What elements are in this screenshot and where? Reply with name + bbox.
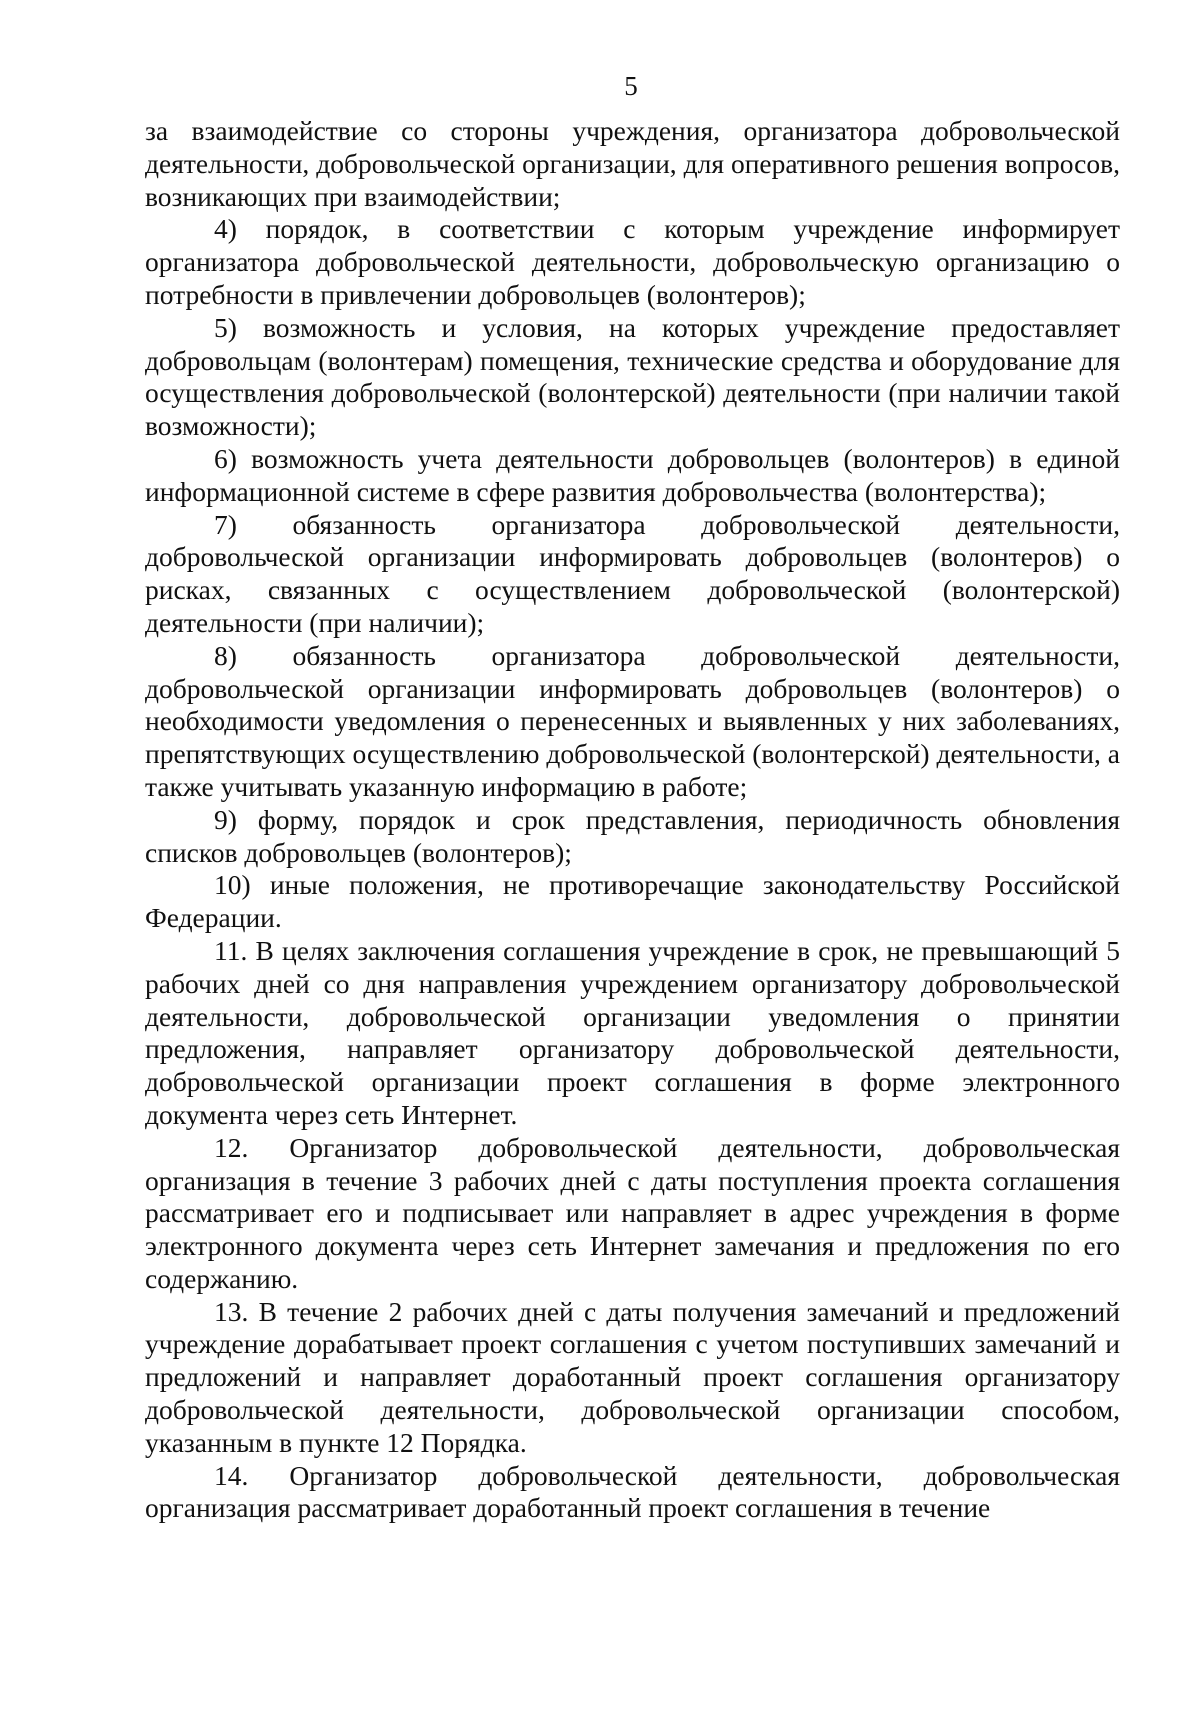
paragraph-item-8: 8) обязанность организатора добровольческой деятельности, добровольческой организации информировать добровольцев (волонтеров) о необходимости уведомления о перенесенных и выявленных у них заболеваниях, препятствующих осуществлению добровольческой (волонтерской) деятельности, а также учитывать указанную информацию в работе; [145,639,1120,802]
paragraph-item-9: 9) форму, порядок и срок представления, периодичность обновления списков добровольцев (волонтеров); [145,803,1120,868]
paragraph-continued: за взаимодействие со стороны учреждения, организатора добровольческой деятельности, добровольческой организации, для оперативного решения вопросов, возникающих при взаимодействии; [145,115,1120,212]
page-number: 5 [624,71,638,101]
paragraph-clause-12: 12. Организатор добровольческой деятельности, добровольческая организация в течение 3 рабочих дней с даты поступления проекта соглашения рассматривает его и подписывает или направляет в адрес учреждения в форме электронного документа через сеть Интернет замечания и предложения по его содержанию. [145,1131,1120,1294]
paragraph-item-10: 10) иные положения, не противоречащие законодательству Российской Федерации. [145,869,1120,934]
paragraph-clause-11: 11. В целях заключения соглашения учреждение в срок, не превышающий 5 рабочих дней со дня направления учреждением организатору добровольческой деятельности, добровольческой организации уведомления о принятии предложения, направляет организатору добровольческой деятельности, добровольческой организации проект соглашения в форме электронного документа через сеть Интернет. [145,934,1120,1130]
paragraph-item-4: 4) порядок, в соответствии с которым учреждение информирует организатора добровольческой деятельности, добровольческую организацию о потребности в привлечении добровольцев (волонтеров); [145,213,1120,310]
paragraph-clause-14: 14. Организатор добровольческой деятельности, добровольческая организация рассматривает доработанный проект соглашения в течение [145,1459,1120,1524]
paragraph-item-6: 6) возможность учета деятельности добровольцев (волонтеров) в единой информационной системе в сфере развития добровольчества (волонтерства); [145,442,1120,507]
paragraph-clause-13: 13. В течение 2 рабочих дней с даты получения замечаний и предложений учреждение дорабатывает проект соглашения с учетом поступивших замечаний и предложений и направляет доработанный проект соглашения организатору добровольческой деятельности, добровольческой организации способом, указанным в пункте 12 Порядка. [145,1295,1120,1458]
paragraph-item-5: 5) возможность и условия, на которых учреждение предоставляет добровольцам (волонтерам) помещения, технические средства и оборудование для осуществления добровольческой (волонтерской) деятельности (при наличии такой возможности); [145,311,1120,442]
document-body [145,115,1120,1525]
paragraph-item-7: 7) обязанность организатора добровольческой деятельности, добровольческой организации информировать добровольцев (волонтеров) о рисках, связанных с осуществлением добровольческой (волонтерской) деятельности (при наличии); [145,508,1120,638]
